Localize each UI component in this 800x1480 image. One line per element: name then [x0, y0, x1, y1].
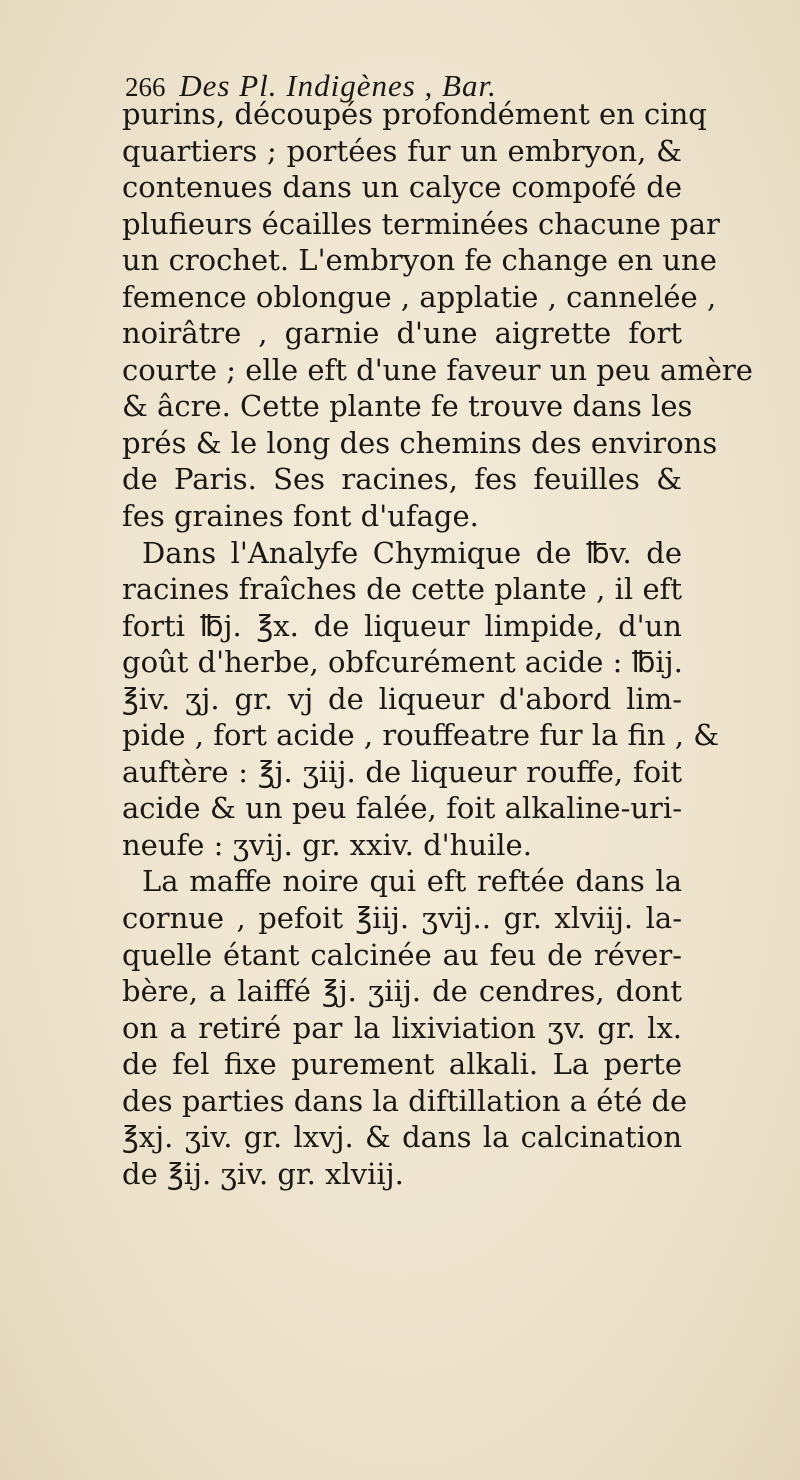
text-line: un crochet. L'embryon fe change en une [122, 243, 717, 278]
text-line: de fel fixe purement alkali. La perte [122, 1047, 682, 1082]
paragraph-end-line: neufe : ʒvij. gr. xxiv. d'huile. [122, 827, 532, 862]
text-line: ℥xj. ʒiv. gr. lxvj. & dans la calcination [122, 1120, 682, 1155]
paragraph-start-line: Dans l'Analyfe Chymique de ℔v. de [142, 535, 682, 570]
running-head: Des Pl. Indigènes , Bar. [179, 68, 497, 103]
text-line: quartiers ; portées fur un embryon, & [122, 133, 682, 168]
text-line: goût d'herbe, obfcurément acide : ℔ij. [122, 645, 683, 680]
text-line: femence oblongue , applatie , cannelée , [122, 279, 717, 314]
body-text [122, 96, 753, 1192]
text-line: contenues dans un calyce compofé de [122, 170, 682, 205]
text-line: des parties dans la diftillation a été de [122, 1083, 688, 1118]
text-line: forti ℔j. ℥x. de liqueur limpide, d'un [122, 608, 682, 643]
paragraph-start-line: La maffe noire qui eft reftée dans la [142, 864, 682, 899]
text-line: acide & un peu falée, foit alkaline-uri- [122, 791, 682, 826]
text-line: & âcre. Cette plante fe trouve dans les [122, 389, 693, 424]
text-line: de Paris. Ses racines, fes feuilles & [122, 462, 682, 497]
text-line: noirâtre , garnie d'une aigrette fort [122, 316, 682, 351]
paragraph-end-line: fes graines font d'ufage. [122, 499, 479, 534]
text-line: courte ; elle eft d'une faveur un peu amère [122, 352, 753, 387]
text-line: pide , fort acide , rouffeatre fur la fin , & [122, 718, 720, 753]
text-line: ℥iv. ʒj. gr. vj de liqueur d'abord lim- [122, 681, 682, 716]
text-line: cornue , pefoit ℥iij. ʒvij.. gr. xlviij. la- [122, 901, 682, 936]
text-line: plufieurs écailles terminées chacune par [122, 206, 720, 241]
page-number: 266 [125, 72, 166, 102]
text-line: purins, découpés profondément en cinq [122, 97, 707, 131]
text-line: on a retiré par la lixiviation ʒv. gr. lx. [122, 1010, 682, 1045]
text-line: prés & le long des chemins des environs [122, 425, 718, 460]
text-line: racines fraîches de cette plante , il eft [122, 572, 682, 607]
text-line: quelle étant calcinée au feu de réver- [122, 937, 682, 972]
text-line: auftère : ℥j. ʒiij. de liqueur rouffe, foit [122, 754, 682, 789]
paragraph-end-line: de ℥ij. ʒiv. gr. xlviij. [122, 1156, 404, 1191]
text-line: bère, a laiffé ℥j. ʒiij. de cendres, dont [122, 974, 682, 1009]
